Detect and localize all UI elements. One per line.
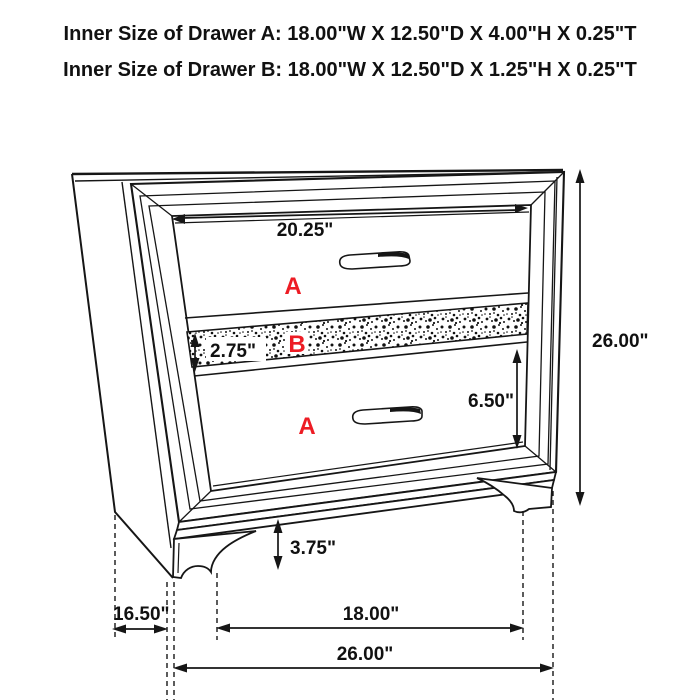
dim-label-leg-height: 3.75" (290, 538, 336, 559)
drawer-label-a-top: A (284, 273, 302, 300)
dim-total-height (576, 169, 649, 506)
dim-label-total-width: 26.00" (336, 644, 394, 665)
drawer-handle (340, 252, 410, 269)
left-foot (173, 531, 256, 578)
dim-label-leg-span: 18.00" (342, 604, 400, 625)
dim-label-total-height: 26.00" (592, 331, 649, 352)
dim-leg-height (274, 519, 337, 570)
dim-label-inner-width: 20.25" (276, 220, 334, 241)
dim-depth (112, 604, 170, 634)
header-line-1: Inner Size of Drawer A: 18.00"W X 12.50"D X 4.00"H X 0.25"T (63, 23, 637, 45)
drawer-label-a-bottom: A (298, 413, 316, 440)
dim-total-width (173, 644, 554, 673)
dim-leg-span (216, 604, 524, 633)
dim-label-depth: 16.50" (113, 604, 170, 625)
header-line-2: Inner Size of Drawer B: 18.00"W X 12.50"D X 1.25"H X 0.25"T (63, 59, 637, 81)
dim-label-drawer-b-height: 2.75" (210, 341, 256, 362)
drawer-label-b-middle: B (288, 331, 306, 358)
drawer-handle (353, 407, 422, 424)
dim-label-drawer-a-front-height: 6.50" (468, 391, 514, 412)
